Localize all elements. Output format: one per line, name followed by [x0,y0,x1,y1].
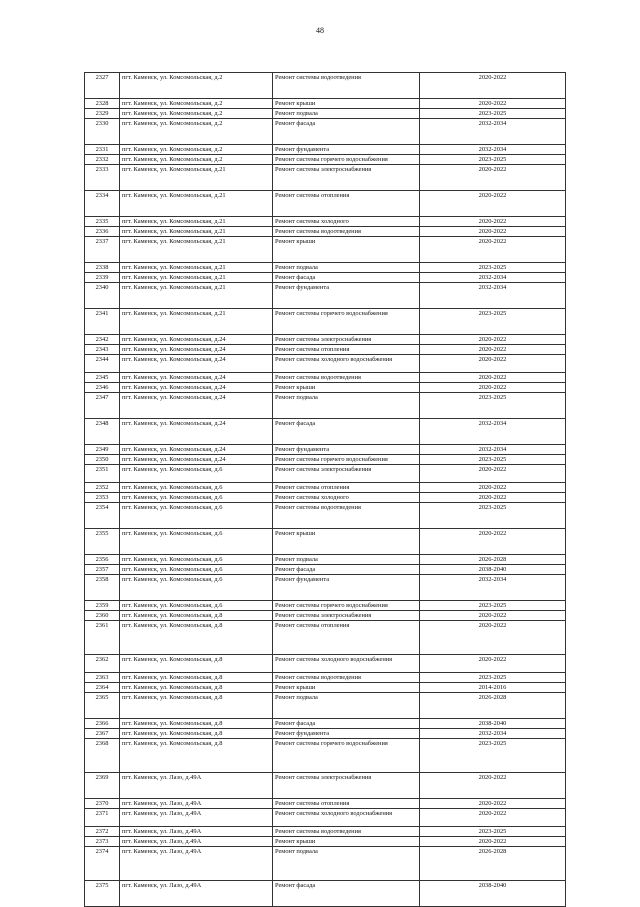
row-address: пгт. Каменск, ул. Комсомольская, д.8 [120,693,273,719]
table-row [85,73,566,99]
row-work-type: Ремонт фасада [273,419,420,445]
row-number: 2330 [85,119,120,145]
row-address: пгт. Каменск, ул. Лазо, д.49А [120,809,273,827]
row-address: пгт. Каменск, ул. Комсомольская, д.2 [120,155,273,165]
row-term: 2020-2022 [420,383,566,393]
row-address: пгт. Каменск, ул. Комсомольская, д.2 [120,145,273,155]
row-address: пгт. Каменск, ул. Комсомольская, д.24 [120,373,273,383]
row-term: 2023-2025 [420,455,566,465]
row-term: 2020-2022 [420,355,566,373]
row-number: 2348 [85,419,120,445]
row-number: 2354 [85,503,120,529]
row-address: пгт. Каменск, ул. Лазо, д.49А [120,847,273,881]
row-work-type: Ремонт системы горячего водоснабжения [273,601,420,611]
row-term: 2023-2025 [420,601,566,611]
row-term: 2026-2028 [420,693,566,719]
row-number: 2342 [85,335,120,345]
row-work-type: Ремонт системы горячего водоснабжения [273,309,420,335]
table-row [85,309,566,335]
table-row [85,827,566,837]
row-number: 2352 [85,483,120,493]
row-number: 2360 [85,611,120,621]
row-term: 2020-2022 [420,165,566,191]
table-row [85,393,566,419]
row-number: 2335 [85,217,120,227]
table-row [85,373,566,383]
table-row [85,191,566,217]
row-term: 2020-2022 [420,237,566,263]
row-term: 2023-2025 [420,393,566,419]
row-term: 2020-2022 [420,335,566,345]
table-row [85,145,566,155]
row-number: 2337 [85,237,120,263]
row-term: 2023-2025 [420,739,566,773]
row-work-type: Ремонт системы холодного водоснабжения [273,655,420,673]
row-term: 2020-2022 [420,465,566,483]
row-address: пгт. Каменск, ул. Комсомольская, д.2 [120,99,273,109]
row-term: 2020-2022 [420,191,566,217]
row-work-type: Ремонт крыши [273,99,420,109]
row-term: 2032-2034 [420,419,566,445]
row-work-type: Ремонт системы отопления [273,345,420,355]
row-number: 2349 [85,445,120,455]
row-term: 2020-2022 [420,99,566,109]
table-row [85,455,566,465]
row-number: 2340 [85,283,120,309]
row-work-type: Ремонт системы отопления [273,621,420,655]
row-term: 2023-2025 [420,503,566,529]
row-work-type: Ремонт системы электроснабжения [273,165,420,191]
row-address: пгт. Каменск, ул. Комсомольская, д.21 [120,165,273,191]
row-work-type: Ремонт системы водоотведения [273,673,420,683]
row-address: пгт. Каменск, ул. Комсомольская, д.21 [120,191,273,217]
row-work-type: Ремонт системы водоотведения [273,373,420,383]
row-work-type: Ремонт системы электроснабжения [273,773,420,799]
row-term: 2020-2022 [420,493,566,503]
row-number: 2333 [85,165,120,191]
row-work-type: Ремонт системы водоотведения [273,227,420,237]
row-work-type: Ремонт крыши [273,237,420,263]
table-row [85,809,566,827]
row-number: 2338 [85,263,120,273]
table-row [85,773,566,799]
row-work-type: Ремонт системы отопления [273,191,420,217]
row-term: 2020-2022 [420,809,566,827]
row-address: пгт. Каменск, ул. Комсомольская, д.6 [120,555,273,565]
table-body [85,73,566,907]
row-term: 2032-2034 [420,273,566,283]
row-number: 2334 [85,191,120,217]
table-row [85,419,566,445]
table-row [85,237,566,263]
table-row [85,263,566,273]
row-number: 2347 [85,393,120,419]
table-row [85,837,566,847]
row-work-type: Ремонт подвала [273,847,420,881]
table-row [85,119,566,145]
row-number: 2357 [85,565,120,575]
table-row [85,719,566,729]
row-term: 2032-2034 [420,575,566,601]
row-work-type: Ремонт системы холодного водоснабжения [273,809,420,827]
row-address: пгт. Каменск, ул. Комсомольская, д.6 [120,493,273,503]
row-work-type: Ремонт крыши [273,683,420,693]
row-address: пгт. Каменск, ул. Лазо, д.49А [120,837,273,847]
row-number: 2327 [85,73,120,99]
row-work-type: Ремонт фундамента [273,575,420,601]
row-work-type: Ремонт фундамента [273,729,420,739]
row-number: 2371 [85,809,120,827]
row-address: пгт. Каменск, ул. Комсомольская, д.24 [120,355,273,373]
row-address: пгт. Каменск, ул. Комсомольская, д.24 [120,383,273,393]
row-work-type: Ремонт системы горячего водоснабжения [273,455,420,465]
table-row [85,445,566,455]
row-work-type: Ремонт системы отопления [273,483,420,493]
table-row [85,575,566,601]
row-address: пгт. Каменск, ул. Комсомольская, д.21 [120,273,273,283]
row-number: 2328 [85,99,120,109]
table-row [85,383,566,393]
table-row [85,465,566,483]
row-number: 2355 [85,529,120,555]
row-address: пгт. Каменск, ул. Комсомольская, д.21 [120,283,273,309]
row-address: пгт. Каменск, ул. Лазо, д.49А [120,799,273,809]
table-row [85,227,566,237]
row-address: пгт. Каменск, ул. Лазо, д.49А [120,827,273,837]
row-number: 2369 [85,773,120,799]
table-row [85,165,566,191]
row-address: пгт. Каменск, ул. Комсомольская, д.24 [120,335,273,345]
row-number: 2350 [85,455,120,465]
row-work-type: Ремонт системы электроснабжения [273,465,420,483]
row-address: пгт. Каменск, ул. Комсомольская, д.24 [120,445,273,455]
row-term: 2020-2022 [420,799,566,809]
table-row [85,729,566,739]
row-term: 2020-2022 [420,217,566,227]
page-number: 48 [316,26,324,35]
row-address: пгт. Каменск, ул. Комсомольская, д.6 [120,483,273,493]
table-row [85,355,566,373]
row-work-type: Ремонт фасада [273,881,420,907]
row-term: 2020-2022 [420,655,566,673]
row-number: 2373 [85,837,120,847]
row-term: 2026-2028 [420,847,566,881]
row-number: 2366 [85,719,120,729]
row-work-type: Ремонт подвала [273,263,420,273]
row-address: пгт. Каменск, ул. Комсомольская, д.8 [120,673,273,683]
row-term: 2026-2028 [420,555,566,565]
row-work-type: Ремонт фасада [273,119,420,145]
row-term: 2023-2025 [420,263,566,273]
row-work-type: Ремонт фундамента [273,445,420,455]
row-address: пгт. Каменск, ул. Комсомольская, д.21 [120,237,273,263]
row-work-type: Ремонт системы водоотведения [273,503,420,529]
row-work-type: Ремонт фасада [273,719,420,729]
row-address: пгт. Каменск, ул. Комсомольская, д.6 [120,601,273,611]
row-term: 2023-2025 [420,309,566,335]
row-number: 2345 [85,373,120,383]
row-term: 2038-2040 [420,719,566,729]
row-term: 2032-2034 [420,145,566,155]
row-term: 2023-2025 [420,673,566,683]
row-work-type: Ремонт крыши [273,837,420,847]
row-address: пгт. Каменск, ул. Комсомольская, д.24 [120,419,273,445]
row-address: пгт. Каменск, ул. Комсомольская, д.8 [120,655,273,673]
row-term: 2032-2034 [420,729,566,739]
row-address: пгт. Каменск, ул. Комсомольская, д.2 [120,73,273,99]
row-work-type: Ремонт подвала [273,393,420,419]
table-row [85,655,566,673]
table-row [85,847,566,881]
table-row [85,283,566,309]
row-work-type: Ремонт системы холодного [273,493,420,503]
table-row [85,555,566,565]
row-work-type: Ремонт подвала [273,109,420,119]
table-row [85,155,566,165]
table-row [85,483,566,493]
row-work-type: Ремонт фундамента [273,283,420,309]
row-address: пгт. Каменск, ул. Комсомольская, д.6 [120,503,273,529]
row-term: 2032-2034 [420,119,566,145]
row-number: 2343 [85,345,120,355]
row-work-type: Ремонт фундамента [273,145,420,155]
row-work-type: Ремонт системы горячего водоснабжения [273,739,420,773]
table-row [85,345,566,355]
row-address: пгт. Каменск, ул. Комсомольская, д.2 [120,109,273,119]
table-row [85,529,566,555]
row-term: 2020-2022 [420,773,566,799]
row-address: пгт. Каменск, ул. Комсомольская, д.6 [120,575,273,601]
row-address: пгт. Каменск, ул. Комсомольская, д.6 [120,529,273,555]
row-number: 2331 [85,145,120,155]
row-term: 2023-2025 [420,155,566,165]
table-row [85,335,566,345]
row-number: 2359 [85,601,120,611]
row-number: 2356 [85,555,120,565]
row-address: пгт. Каменск, ул. Лазо, д.49А [120,773,273,799]
row-work-type: Ремонт системы электроснабжения [273,335,420,345]
row-work-type: Ремонт фасада [273,273,420,283]
table-row [85,799,566,809]
row-work-type: Ремонт системы отопления [273,799,420,809]
table-row [85,673,566,683]
row-number: 2358 [85,575,120,601]
row-term: 2020-2022 [420,483,566,493]
row-term: 2023-2025 [420,109,566,119]
row-term: 2020-2022 [420,611,566,621]
row-term: 2023-2025 [420,827,566,837]
row-number: 2329 [85,109,120,119]
table-row [85,493,566,503]
table-row [85,693,566,719]
row-number: 2346 [85,383,120,393]
row-term: 2032-2034 [420,445,566,455]
row-work-type: Ремонт крыши [273,529,420,555]
row-address: пгт. Каменск, ул. Лазо, д.49А [120,881,273,907]
table-row [85,611,566,621]
row-term: 2020-2022 [420,621,566,655]
row-number: 2344 [85,355,120,373]
row-number: 2341 [85,309,120,335]
row-work-type: Ремонт подвала [273,693,420,719]
table-row [85,109,566,119]
row-number: 2372 [85,827,120,837]
row-number: 2353 [85,493,120,503]
table-row [85,683,566,693]
row-term: 2014-2016 [420,683,566,693]
row-term: 2020-2022 [420,227,566,237]
row-number: 2365 [85,693,120,719]
row-address: пгт. Каменск, ул. Комсомольская, д.24 [120,455,273,465]
table-row [85,273,566,283]
row-work-type: Ремонт системы холодного водоснабжения [273,355,420,373]
row-number: 2367 [85,729,120,739]
table-row [85,601,566,611]
row-work-type: Ремонт системы холодного [273,217,420,227]
table-row [85,621,566,655]
row-work-type: Ремонт фасада [273,565,420,575]
row-address: пгт. Каменск, ул. Комсомольская, д.8 [120,729,273,739]
row-number: 2332 [85,155,120,165]
row-term: 2020-2022 [420,837,566,847]
row-address: пгт. Каменск, ул. Комсомольская, д.8 [120,611,273,621]
row-term: 2020-2022 [420,73,566,99]
row-number: 2363 [85,673,120,683]
row-number: 2368 [85,739,120,773]
row-work-type: Ремонт подвала [273,555,420,565]
row-work-type: Ремонт системы электроснабжения [273,611,420,621]
row-number: 2339 [85,273,120,283]
row-number: 2364 [85,683,120,693]
repair-schedule-table [84,72,566,907]
table-row [85,565,566,575]
row-term: 2020-2022 [420,345,566,355]
row-term: 2020-2022 [420,373,566,383]
table-row [85,217,566,227]
row-number: 2370 [85,799,120,809]
row-address: пгт. Каменск, ул. Комсомольская, д.21 [120,217,273,227]
row-work-type: Ремонт системы водоотведения [273,73,420,99]
row-term: 2020-2022 [420,529,566,555]
table-row [85,99,566,109]
row-number: 2351 [85,465,120,483]
table-row [85,503,566,529]
row-address: пгт. Каменск, ул. Комсомольская, д.24 [120,393,273,419]
row-number: 2374 [85,847,120,881]
table-row [85,739,566,773]
row-address: пгт. Каменск, ул. Комсомольская, д.8 [120,683,273,693]
row-number: 2375 [85,881,120,907]
row-work-type: Ремонт крыши [273,383,420,393]
row-number: 2361 [85,621,120,655]
row-address: пгт. Каменск, ул. Комсомольская, д.21 [120,309,273,335]
row-address: пгт. Каменск, ул. Комсомольская, д.24 [120,345,273,355]
row-address: пгт. Каменск, ул. Комсомольская, д.2 [120,119,273,145]
row-address: пгт. Каменск, ул. Комсомольская, д.8 [120,621,273,655]
row-term: 2038-2040 [420,881,566,907]
row-number: 2362 [85,655,120,673]
row-address: пгт. Каменск, ул. Комсомольская, д.21 [120,263,273,273]
row-term: 2038-2040 [420,565,566,575]
row-number: 2336 [85,227,120,237]
row-address: пгт. Каменск, ул. Комсомольская, д.8 [120,739,273,773]
row-term: 2032-2034 [420,283,566,309]
row-address: пгт. Каменск, ул. Комсомольская, д.6 [120,465,273,483]
table-row [85,881,566,907]
row-work-type: Ремонт системы горячего водоснабжения [273,155,420,165]
row-address: пгт. Каменск, ул. Комсомольская, д.8 [120,719,273,729]
row-work-type: Ремонт системы водоотведения [273,827,420,837]
row-address: пгт. Каменск, ул. Комсомольская, д.21 [120,227,273,237]
row-address: пгт. Каменск, ул. Комсомольская, д.6 [120,565,273,575]
